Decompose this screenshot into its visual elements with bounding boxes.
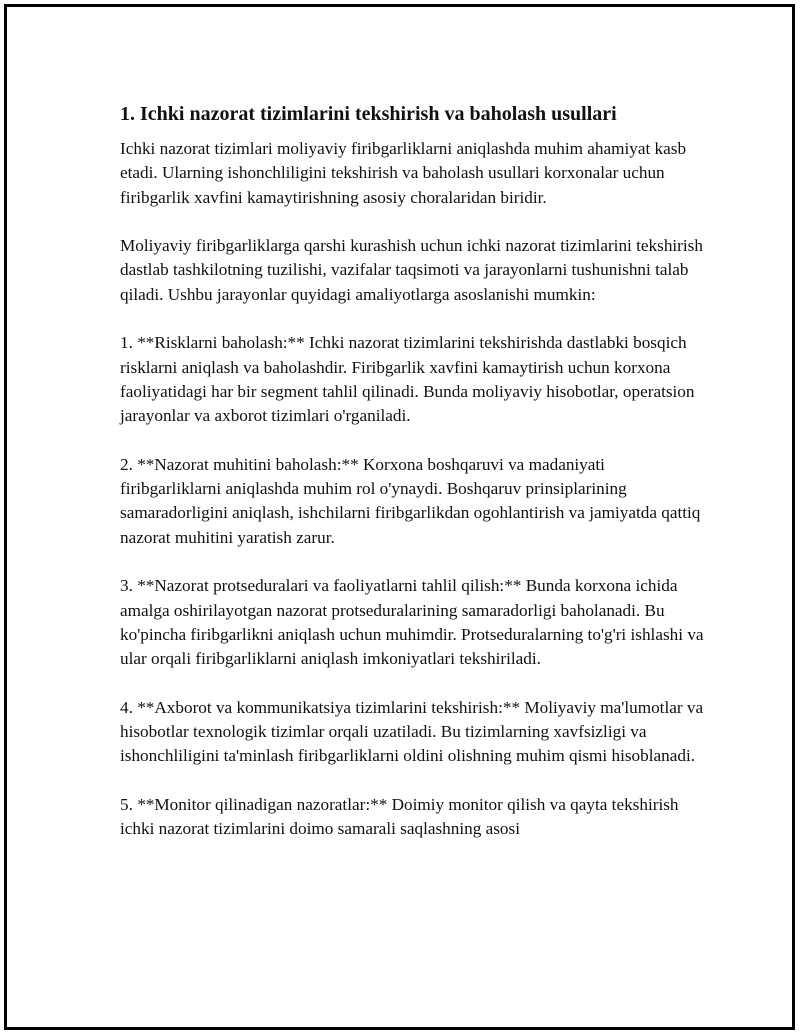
list-item-information-systems: 4. **Axborot va kommunikatsiya tizimlarini tekshirish:** Moliyaviy ma'lumotlar va hisobotlar texnologik tizimlar orqali uzatiladi. Bu tizimlarning xavfsizligi va ishonchliligini ta'minlash firibgarliklarni oldini olishning muhim qismi hisoblanadi. [120,697,704,766]
intro-paragraph: Ichki nazorat tizimlari moliyaviy firibgarliklarni aniqlashda muhim ahamiyat kasb etadi. Ularning ishonchliligini tekshirish va baholash usullari korxonalar uchun firibgarlik xavfini kamaytirishning asosiy choralaridan biridir. [120,139,687,207]
list-item-monitoring: 5. **Monitor qilinadigan nazoratlar:** Doimiy monitor qilish va qayta tekshirish ichki nazorat tizimlarini doimo samarali saqlashning asosi [120,795,679,839]
document-body [120,101,710,866]
list-item-control-environment: 2. **Nazorat muhitini baholash:** Korxona boshqaruvi va madaniyati firibgarliklarni aniqlashda muhim rol o'ynaydi. Boshqaruv prinsiplarining samaradorligini aniqlash, ishchilarni firibgarlikdan ogohlantirish va jamiyatda qattiq nazorat muhitini yaratish zarur. [120,454,701,547]
list-item-risk-assessment: 1. **Risklarni baholash:** Ichki nazorat tizimlarini tekshirishda dastlabki bosqich risklarni aniqlash va baholashdir. Firibgarlik xavfini kamaytirish uchun korxona faoliyatidagi har bir segment tahlil qilinadi. Bunda moliyaviy hisobotlar, operatsion jarayonlar va axborot tizimlari o'rganiladi. [120,333,695,426]
page-frame [4,4,795,1030]
list-item-control-procedures: 3. **Nazorat protseduralari va faoliyatlarni tahlil qilish:** Bunda korxona ichida amalga oshirilayotgan nazorat protseduralarining samaradorligi baholanadi. Bu ko'pincha firibgarlikni aniqlash uchun muhimdir. Protseduralarning to'g'ri ishlashi va ular orqali firibgarliklarni aniqlash imkoniyatlari tekshiriladi. [120,576,704,669]
process-paragraph: Moliyaviy firibgarliklarga qarshi kurashish uchun ichki nazorat tizimlarini tekshirish dastlab tashkilotning tuzilishi, vazifalar taqsimoti va jarayonlarni tushunishni talab qiladi. Ushbu jarayonlar quyidagi amaliyotlarga asoslanishi mumkin: [120,236,703,304]
document-title: 1. Ichki nazorat tizimlarini tekshirish va baholash usullari [120,103,617,125]
